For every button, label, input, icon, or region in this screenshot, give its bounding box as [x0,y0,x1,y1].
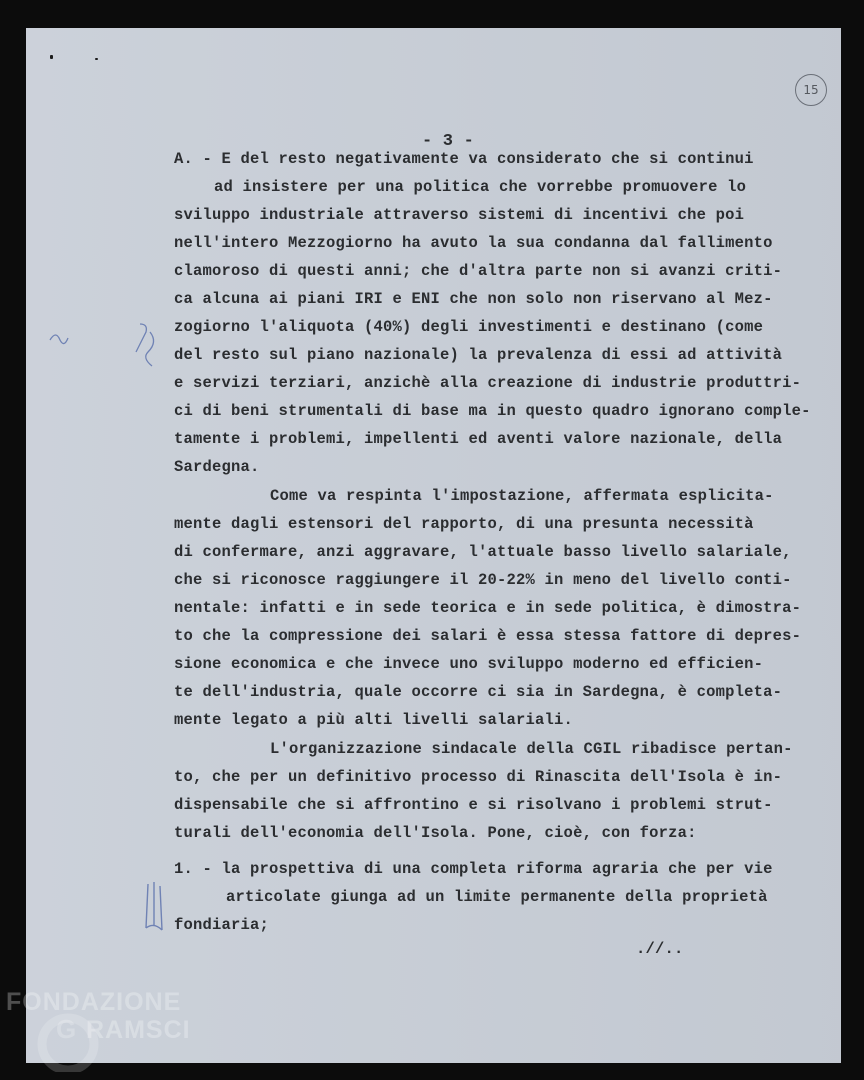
text-line: ci di beni strumentali di base ma in questo quadro ignorano comple- [174,402,811,420]
text-line: nentale: infatti e in sede teorica e in sede politica, è dimostra- [174,599,802,617]
page-stamp: 15 [795,74,827,106]
text-line: sione economica e che invece uno sviluppo moderno ed efficien- [174,655,764,673]
list-item-1: 1. - la prospettiva di una completa riforma agraria che per vie [174,860,773,878]
text-line: te dell'industria, quale occorre ci sia in Sardegna, è completa- [174,683,783,701]
scan-speck [95,58,98,60]
watermark-initial: G [56,1014,77,1044]
text-line: to che la compressione dei salari è essa stessa fattore di depres- [174,627,802,645]
text-line: e servizi terziari, anzichè alla creazione di industrie produttri- [174,374,802,392]
text-line: ca alcuna ai piani IRI e ENI che non solo non riservano al Mez- [174,290,773,308]
text-line: Sardegna. [174,458,260,476]
pencil-margin-mark [46,318,166,383]
text-line: mente legato a più alti livelli salariali. [174,711,574,729]
watermark-line1: FONDAZIONE [6,988,182,1016]
text-line: articolate giunga ad un limite permanente della proprietà [226,888,768,906]
text-line: clamoroso di questi anni; che d'altra parte non si avanzi criti- [174,262,783,280]
text-line: dispensabile che si affrontino e si risolvano i problemi strut- [174,796,773,814]
text-line: fondiaria; [174,916,270,934]
text-line: L'organizzazione sindacale della CGIL ribadisce pertan- [270,740,793,758]
document-page [26,28,841,1063]
continuation-mark: .//.. [636,940,684,958]
pencil-margin-mark [142,878,172,943]
text-line: tamente i problemi, impellenti ed aventi valore nazionale, della [174,430,783,448]
text-line: Come va respinta l'impostazione, affermata esplicita- [270,487,774,505]
page-number: - 3 - [422,132,475,151]
text-line: ad insistere per una politica che vorrebbe promuovere lo [214,178,747,196]
text-line: to, che per un definitivo processo di Rinascita dell'Isola è in- [174,768,783,786]
watermark-line2: RAMSCI [86,1016,191,1044]
text-line: zogiorno l'aliquota (40%) degli investimenti e destinano (come [174,318,764,336]
text-line: di confermare, anzi aggravare, l'attuale basso livello salariale, [174,543,792,561]
text-line: turali dell'economia dell'Isola. Pone, cioè, con forza: [174,824,697,842]
watermark-logo [6,986,221,1072]
text-line: mente dagli estensori del rapporto, di una presunta necessità [174,515,754,533]
text-line: A. - E del resto negativamente va considerato che si continui [174,150,754,168]
text-line: sviluppo industriale attraverso sistemi di incentivi che poi [174,206,745,224]
text-line: del resto sul piano nazionale) la prevalenza di essi ad attività [174,346,783,364]
text-line: nell'intero Mezzogiorno ha avuto la sua condanna dal fallimento [174,234,773,252]
scan-speck [50,55,53,59]
text-line: che si riconosce raggiungere il 20-22% in meno del livello conti- [174,571,792,589]
